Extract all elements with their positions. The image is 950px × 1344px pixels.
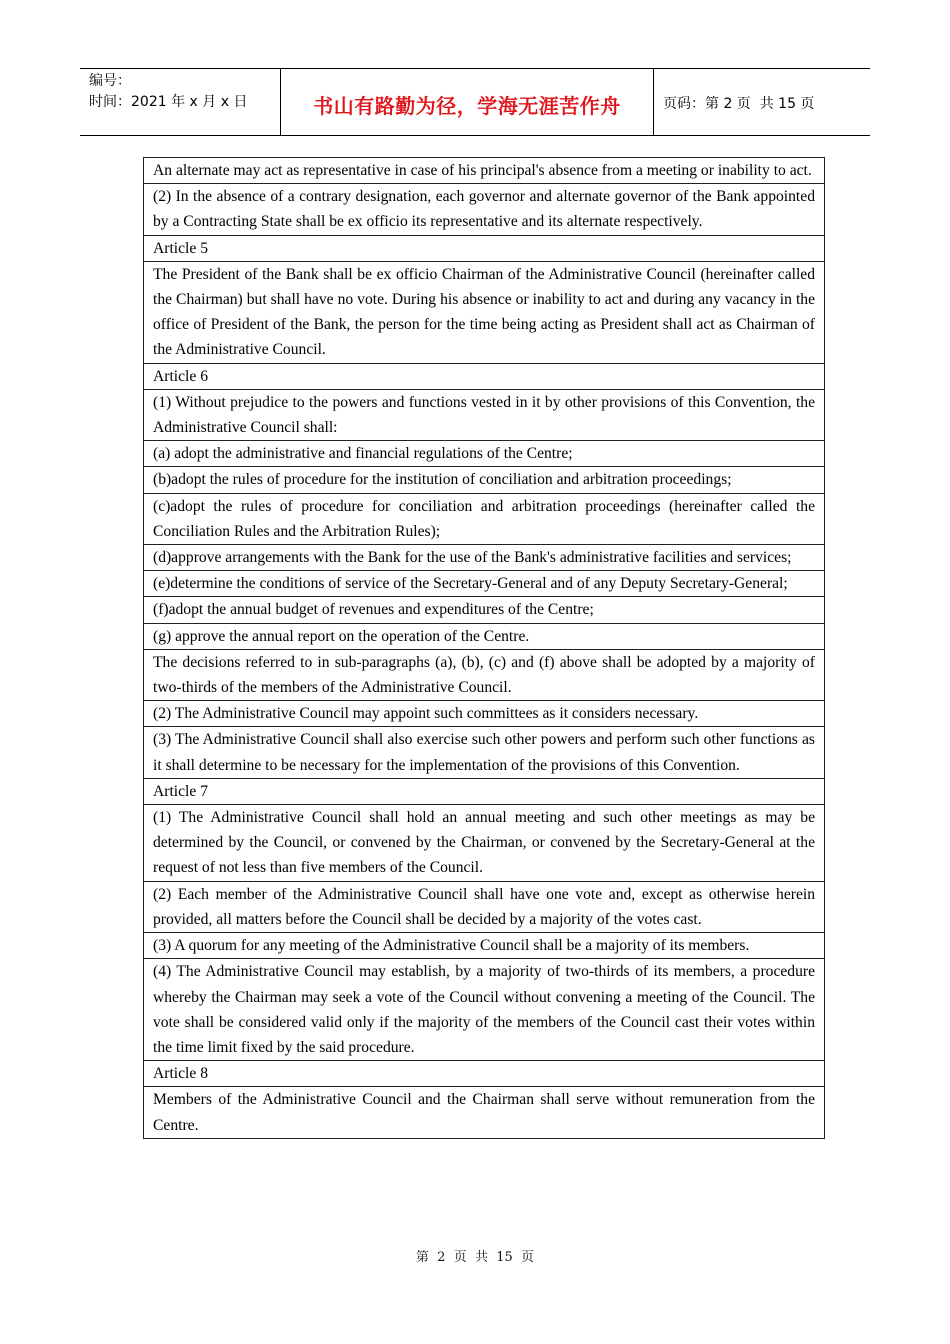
table-cell: (2) Each member of the Administrative Council shall have one vote and, except as otherwise herein provided, all matters before the Council shall be decided by a majority of the votes cast. (144, 881, 825, 932)
table-cell: (a) adopt the administrative and financial regulations of the Centre; (144, 441, 825, 467)
table-row (144, 805, 825, 882)
table-cell: (2) The Administrative Council may appoint such committees as it considers necessary. (144, 701, 825, 727)
header-motto: 书山有路勤为径，学海无涯苦作舟 (281, 69, 654, 135)
table-row (144, 1061, 825, 1087)
table-row (144, 623, 825, 649)
table-row (144, 597, 825, 623)
table-row (144, 727, 825, 778)
table-row (144, 467, 825, 493)
table-row (144, 959, 825, 1061)
table-cell: (c)adopt the rules of procedure for conciliation and arbitration proceedings (hereinafter called the Conciliation Rules and the Arbitration Rules); (144, 493, 825, 544)
table-cell: (b)adopt the rules of procedure for the institution of conciliation and arbitration proceedings; (144, 467, 825, 493)
table-row (144, 235, 825, 261)
document-date-label: 时间：2021 年 x 月 x 日 (89, 94, 248, 110)
article-heading: Article 6 (144, 363, 825, 389)
table-row (144, 184, 825, 235)
table-cell: (3) A quorum for any meeting of the Administrative Council shall be a majority of its members. (144, 933, 825, 959)
table-row (144, 571, 825, 597)
table-row (144, 261, 825, 363)
table-cell: (f)adopt the annual budget of revenues and expenditures of the Centre; (144, 597, 825, 623)
table-cell: (2) In the absence of a contrary designation, each governor and alternate governor of the Bank appointed by a Contracting State shall be ex officio its representative and its alternate respectively. (144, 184, 825, 235)
table-cell: (1) Without prejudice to the powers and functions vested in it by other provisions of this Convention, the Administrative Council shall: (144, 389, 825, 440)
table-row (144, 1087, 825, 1138)
table-cell: Members of the Administrative Council and the Chairman shall serve without remuneration from the Centre. (144, 1087, 825, 1138)
table-cell: (g) approve the annual report on the operation of the Centre. (144, 623, 825, 649)
table-cell: (e)determine the conditions of service of the Secretary-General and of any Deputy Secretary-General; (144, 571, 825, 597)
table-row (144, 778, 825, 804)
document-number-label: 编号： (89, 73, 131, 89)
table-cell: (1) The Administrative Council shall hold an annual meeting and such other meetings as may be determined by the Council, or convened by the Chairman, or convened by the Secretary-General at the request of not less than five members of the Council. (144, 805, 825, 882)
article-heading: Article 5 (144, 235, 825, 261)
table-cell: (3) The Administrative Council shall also exercise such other powers and perform such other functions as it shall determine to be necessary for the implementation of the provisions of this Convention. (144, 727, 825, 778)
table-cell: (d)approve arrangements with the Bank for the use of the Bank's administrative facilities and services; (144, 545, 825, 571)
article-heading: Article 8 (144, 1061, 825, 1087)
table-cell: The President of the Bank shall be ex officio Chairman of the Administrative Council (hereinafter called the Chairman) but shall have no vote. During his absence or inability to act and during any vacancy in the office of President of the Bank, the person for the time being acting as President shall act as Chairman of the Administrative Council. (144, 261, 825, 363)
header-meta (80, 69, 281, 135)
table-row (144, 363, 825, 389)
table-cell: (4) The Administrative Council may establish, by a majority of two-thirds of its members, a procedure whereby the Chairman may seek a vote of the Council without convening a meeting of the Council. The vote shall be considered valid only if the majority of the members of the Council cast their votes within the time limit fixed by the said procedure. (144, 959, 825, 1061)
table-row (144, 701, 825, 727)
table-row (144, 158, 825, 184)
table-cell: The decisions referred to in sub-paragraphs (a), (b), (c) and (f) above shall be adopted by a majority of two-thirds of the members of the Administrative Council. (144, 649, 825, 700)
table-row (144, 441, 825, 467)
table-row (144, 933, 825, 959)
article-heading: Article 7 (144, 778, 825, 804)
header-page-label: 页码：第 2 页 共 15 页 (663, 96, 815, 112)
table-row (144, 389, 825, 440)
table-row (144, 881, 825, 932)
content-table (143, 157, 825, 1139)
table-cell: An alternate may act as representative in case of his principal's absence from a meeting or inability to act. (144, 158, 825, 184)
page-header (80, 68, 870, 136)
table-row (144, 493, 825, 544)
table-row (144, 649, 825, 700)
table-row (144, 545, 825, 571)
page-footer: 第 2 页 共 15 页 (415, 1250, 535, 1265)
